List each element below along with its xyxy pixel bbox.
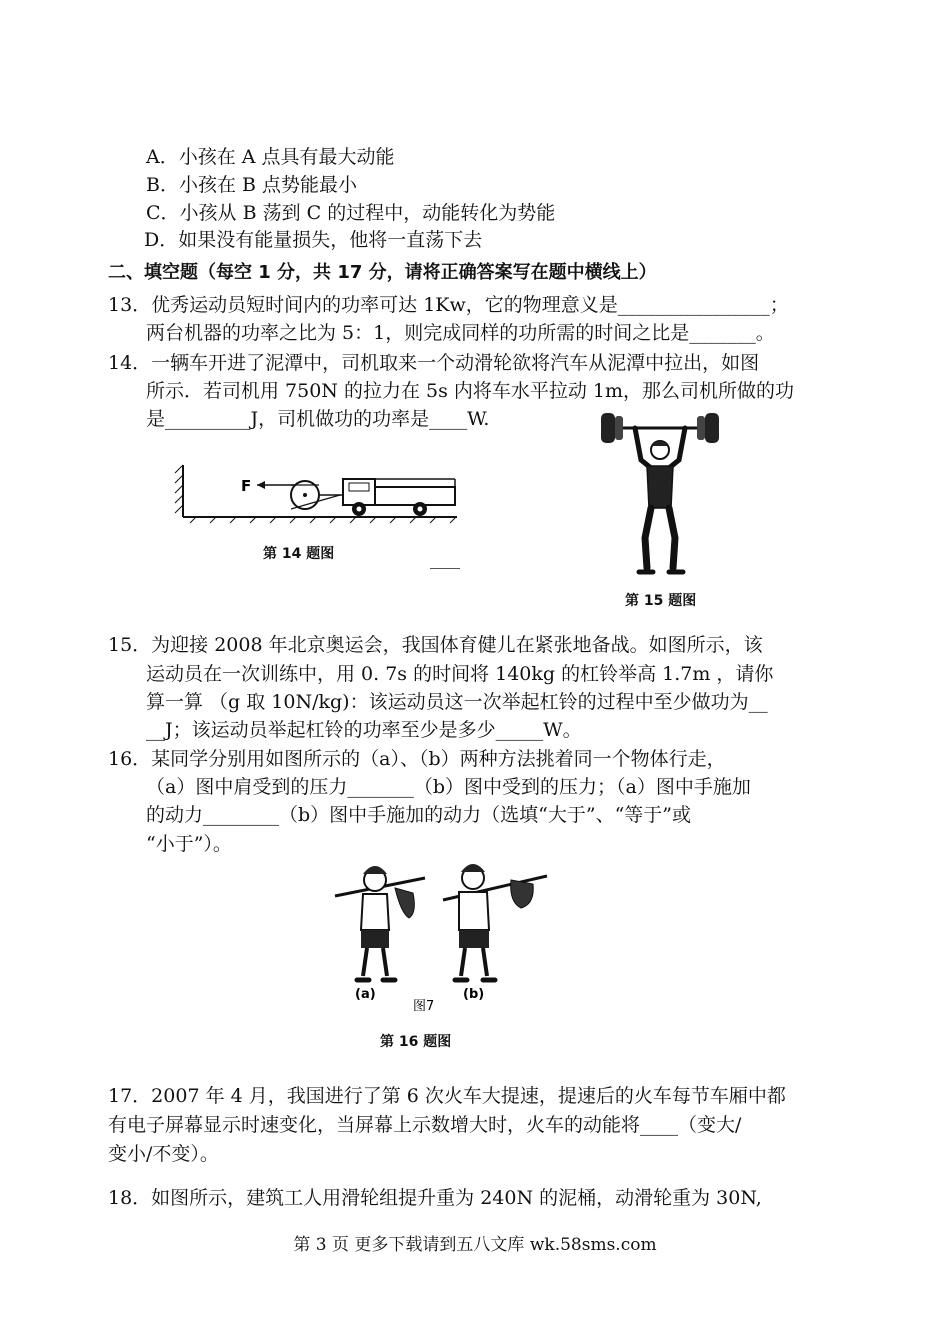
q14-line2: 所示．若司机用 750N 的拉力在 5s 内将车水平拉动 1m，那么司机所做的功 (146, 380, 795, 402)
q16-line4: “小于”）。 (146, 833, 232, 855)
q17-line3: 变小/不变）。 (108, 1143, 219, 1165)
q17-line2: 有电子屏幕显示时速变化，当屏幕上示数增大时，火车的动能将____（变大/ (108, 1114, 742, 1136)
fig15-caption: 第 15 题图 (625, 593, 697, 609)
q18-line1: 18．如图所示，建筑工人用滑轮组提升重为 240N 的泥桶，动滑轮重为 30N, (108, 1187, 762, 1209)
weightlifter-figure (595, 408, 725, 583)
q15-line3: 算一算 （g 取 10N/kg)：该运动员这一次举起杠铃的过程中至少做功为__ (146, 691, 768, 713)
q13-line1: 13．优秀运动员短时间内的功率可达 1Kw，它的物理意义是________________； (108, 294, 789, 316)
divider (430, 568, 460, 569)
option-d: D．如果没有能量损失，他将一直荡下去 (144, 229, 483, 251)
q14-line3: 是_________J，司机做功的功率是____W. (146, 408, 490, 430)
q15-line4: __J；该运动员举起杠铃的功率至少是多少_____W。 (146, 719, 582, 741)
carrying-figure (333, 858, 553, 1018)
truck-pulley-figure (165, 455, 465, 530)
q15-line1: 15．为迎接 2008 年北京奥运会，我国体育健儿在紧张地备战。如图所示，该 (108, 634, 763, 656)
force-label: F (241, 477, 252, 495)
q17-line1: 17．2007 年 4 月，我国进行了第 6 次火车大提速，提速后的火车每节车厢中都 (108, 1085, 786, 1107)
option-a: A．小孩在 A 点具有最大动能 (146, 146, 395, 168)
option-b: B．小孩在 B 点势能最小 (146, 174, 358, 196)
fig7-label: 图7 (413, 999, 435, 1014)
q13-line2: 两台机器的功率之比为 5：1，则完成同样的功所需的时间之比是_______。 (146, 322, 775, 344)
q14-line1: 14．一辆车开进了泥潭中，司机取来一个动滑轮欲将汽车从泥潭中拉出，如图 (108, 352, 760, 374)
page-footer: 第 3 页 更多下载请到五八文库 wk.58sms.com (293, 1235, 657, 1255)
q16-line3: 的动力________（b）图中手施加的动力（选填“大于”、“等于”或 (146, 804, 692, 826)
section-header: 二、填空题（每空 1 分，共 17 分，请将正确答案写在题中横线上） (108, 262, 657, 283)
label-b: (b) (463, 987, 485, 1002)
label-a: (a) (355, 987, 376, 1002)
option-c: C．小孩从 B 荡到 C 的过程中，动能转化为势能 (146, 202, 556, 224)
fig16-caption: 第 16 题图 (380, 1034, 452, 1050)
fig14-caption: 第 14 题图 (263, 546, 335, 562)
q16-line1: 16．某同学分别用如图所示的（a）、（b）两种方法挑着同一个物体行走， (108, 748, 726, 770)
q16-line2: （a）图中肩受到的压力_______（b）图中受到的压力；（a）图中手施加 (146, 776, 751, 798)
q15-line2: 运动员在一次训练中，用 0. 7s 的时间将 140kg 的杠铃举高 1.7m ，请你 (146, 663, 774, 685)
